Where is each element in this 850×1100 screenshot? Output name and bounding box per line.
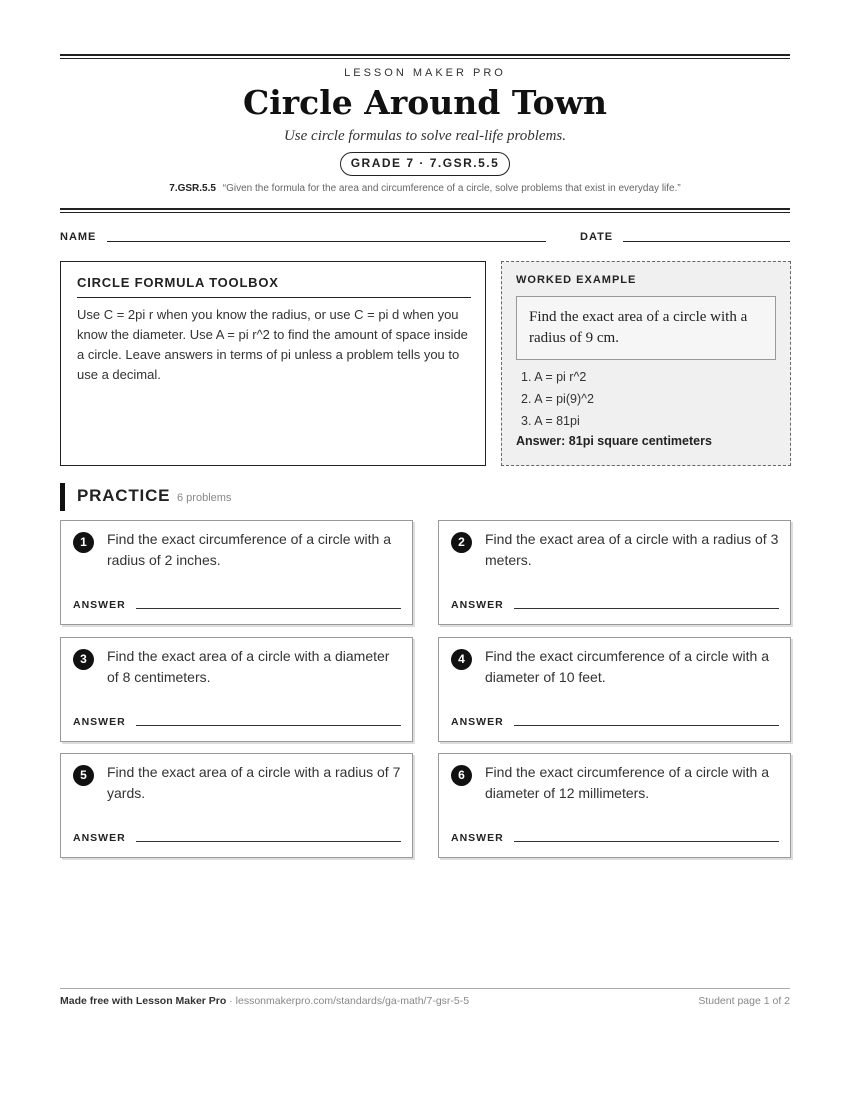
problem-card bbox=[60, 753, 413, 858]
practice-heading: PRACTICE bbox=[77, 486, 171, 505]
problem-number: 5 bbox=[73, 765, 94, 786]
problem-text: Find the exact circumference of a circle with a diameter of 12 millimeters. bbox=[485, 764, 770, 801]
toolbox-body: Use C = 2pi r when you know the radius, or use C = pi d when you know the diameter. Use A = pi r^2 to find the amount of space inside a circle. Leave answers in terms of pi unless a problem tells you to use a decimal. bbox=[77, 307, 468, 382]
problem-number: 2 bbox=[451, 532, 472, 553]
problem-number: 1 bbox=[73, 532, 94, 553]
date-label: DATE bbox=[580, 231, 614, 243]
page-title: Circle Around Town bbox=[242, 83, 608, 122]
answer-field[interactable] bbox=[514, 725, 779, 726]
grade-badge: GRADE 7 · 7.GSR.5.5 bbox=[340, 152, 510, 176]
practice-count: 6 problems bbox=[177, 492, 232, 504]
answer-label: ANSWER bbox=[73, 599, 126, 611]
worked-step: 1. A = pi r^2 bbox=[521, 370, 587, 384]
standard-line bbox=[60, 183, 790, 194]
problem-text: Find the exact circumference of a circle with a radius of 2 inches. bbox=[107, 531, 392, 568]
answer-label: ANSWER bbox=[451, 599, 504, 611]
problem-text: Find the exact area of a circle with a radius of 3 meters. bbox=[485, 531, 779, 568]
worked-example-heading: WORKED EXAMPLE bbox=[516, 274, 637, 286]
answer-field[interactable] bbox=[136, 725, 401, 726]
footer-page-number: Student page 1 of 2 bbox=[698, 995, 790, 1007]
problem-text: Find the exact area of a circle with a diameter of 8 centimeters. bbox=[107, 648, 390, 685]
name-label: NAME bbox=[60, 231, 97, 243]
answer-label: ANSWER bbox=[73, 832, 126, 844]
answer-field[interactable] bbox=[136, 608, 401, 609]
problem-card bbox=[60, 520, 413, 625]
worked-example-steps bbox=[521, 366, 594, 432]
problem-number: 6 bbox=[451, 765, 472, 786]
answer-field[interactable] bbox=[136, 841, 401, 842]
problem-card bbox=[438, 753, 791, 858]
top-double-rule bbox=[60, 54, 790, 59]
practice-accent-bar bbox=[60, 483, 65, 511]
problem-number: 3 bbox=[73, 649, 94, 670]
name-field[interactable] bbox=[107, 241, 546, 242]
problem-card bbox=[438, 637, 791, 742]
footer-link[interactable]: · lessonmakerpro.com/standards/ga-math/7-gsr-5-5 bbox=[226, 995, 470, 1007]
header-bottom-rule bbox=[60, 208, 790, 213]
answer-field[interactable] bbox=[514, 608, 779, 609]
worked-example bbox=[501, 261, 791, 466]
standard-text: “Given the formula for the area and circumference of a circle, solve problems that exist in everyday life.” bbox=[222, 183, 681, 194]
formula-toolbox bbox=[60, 261, 486, 466]
answer-label: ANSWER bbox=[451, 832, 504, 844]
footer-made-with: Made free with Lesson Maker Pro bbox=[60, 995, 227, 1007]
standard-code: 7.GSR.5.5 bbox=[169, 183, 216, 194]
worked-example-answer: Answer: 81pi square centimeters bbox=[516, 434, 712, 448]
answer-label: ANSWER bbox=[451, 716, 504, 728]
brand-name: LESSON MAKER PRO bbox=[344, 67, 506, 79]
problem-text: Find the exact circumference of a circle with a diameter of 10 feet. bbox=[485, 648, 770, 685]
footer-rule bbox=[60, 988, 790, 989]
problem-card bbox=[438, 520, 791, 625]
worked-step: 2. A = pi(9)^2 bbox=[521, 392, 594, 406]
worked-step: 3. A = 81pi bbox=[521, 414, 580, 428]
problem-text: Find the exact area of a circle with a radius of 7 yards. bbox=[107, 764, 401, 801]
footer-credit bbox=[60, 995, 469, 1007]
toolbox-heading: CIRCLE FORMULA TOOLBOX bbox=[77, 275, 471, 298]
answer-label: ANSWER bbox=[73, 716, 126, 728]
problem-card bbox=[60, 637, 413, 742]
answer-field[interactable] bbox=[514, 841, 779, 842]
page-subtitle: Use circle formulas to solve real-life problems. bbox=[283, 128, 567, 144]
date-field[interactable] bbox=[623, 241, 790, 242]
problem-number: 4 bbox=[451, 649, 472, 670]
worked-example-question: Find the exact area of a circle with a radius of 9 cm. bbox=[516, 296, 776, 360]
